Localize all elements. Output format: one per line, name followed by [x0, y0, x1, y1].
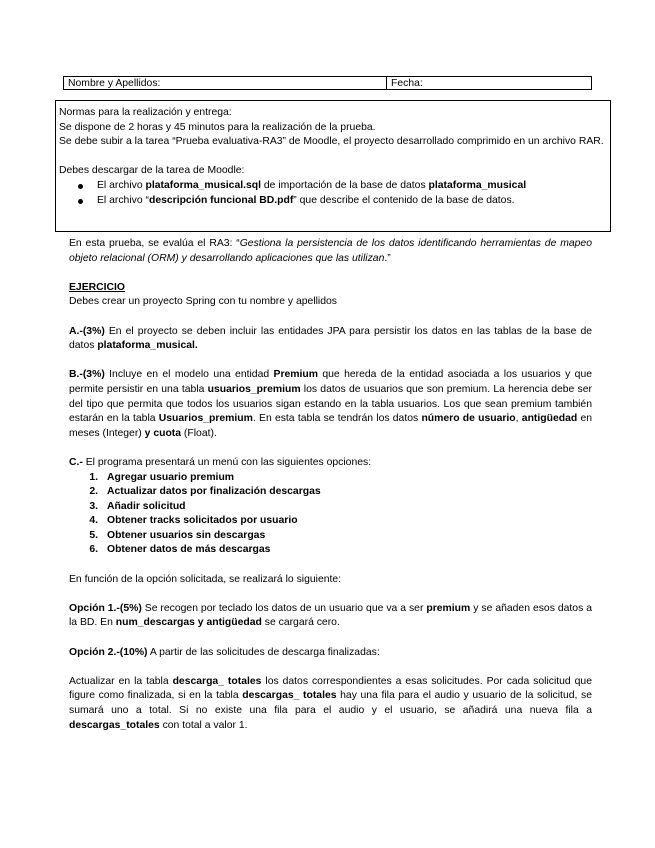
header-table [63, 76, 592, 90]
menu-option: 4. Obtener tracks solicitados por usuario [89, 515, 298, 527]
menu-option: 1. Agregar usuario premium [89, 471, 235, 483]
download-item-sql: El archivo plataforma_musical.sql de importación de la base de datos plataforma_musical [59, 179, 610, 194]
document-body [69, 237, 592, 733]
menu-option: 5. Obtener usuarios sin descargas [89, 529, 266, 541]
download-list [59, 179, 610, 208]
download-item-pdf: El archivo “descripción funcional BD.pdf” que describe el contenido de la base de datos. [59, 194, 610, 209]
section-c: C.- El programa presentará un menú con las siguientes opciones: [69, 456, 372, 468]
option-1: Opción 1.-(5%) Se recogen por teclado los datos de un usuario que va a ser premium y se añaden esos datos a la BD. En num_descargas y antigüedad se cargará cero. [69, 602, 592, 629]
option-2-paragraph: Actualizar en la tabla descarga_ totales los datos correspondientes a esas solicitudes. Por cada solicitud que figure como finalizada, si en la tabla descargas_ totales hay una fila para el audio y usuario de la solicitud, se sumará uno a total. Si no existe una fila para el audio y el usuario, se añadirá una nueva fila a descargas_totales con total a valor 1. [69, 675, 592, 731]
rules-title: Normas para la realización y entrega: [59, 107, 232, 118]
exercise-subtitle: Debes crear un proyecto Spring con tu nombre y apellidos [69, 296, 337, 308]
section-a: A.-(3%) En el proyecto se deben incluir las entidades JPA para persistir los datos en las tablas de la base de datos plataforma_musical. [69, 325, 592, 352]
rules-submit: Se debe subir a la tarea “Prueba evaluativa-RA3” de Moodle, el proyecto desarrollado comprimido en un archivo RAR. [59, 136, 604, 148]
rules-box [55, 100, 611, 232]
rules-download-intro: Debes descargar de la tarea de Moodle: [59, 165, 245, 177]
menu-option: 6. Obtener datos de más descargas [89, 544, 271, 556]
menu-option: 3. Añadir solicitud [89, 500, 186, 512]
menu-option: 2. Actualizar datos por finalización descargas [89, 486, 321, 498]
intro-paragraph: En esta prueba, se evalúa el RA3: “Gestiona la persistencia de los datos identificando herramientas de mapeo objeto relacional (ORM) y desarrollando aplicaciones que las utilizan.” [69, 238, 592, 264]
option-2-heading: Opción 2.-(10%) A partir de las solicitudes de descarga finalizadas: [69, 646, 380, 658]
name-field-label: Nombre y Apellidos: [64, 77, 387, 89]
section-b: B.-(3%) Incluye en el modelo una entidad Premium que hereda de la entidad asociada a los usuarios y que permite persistir en una tabla usuarios_premium los datos de usuarios que son premium. La herencia debe ser del tipo que permita que todos los usuarios sigan estando en la tabla usuarios. Los que sean premium también estarán en la tabla Usuarios_premium. En esta tabla se tendrán los datos número de usuario, antigüedad en meses (Integer) y cuota (Float). [69, 369, 593, 439]
function-intro: En función de la opción solicitada, se realizará lo siguiente: [69, 573, 342, 585]
exercise-heading: EJERCICIO [69, 281, 126, 293]
menu-options-list [69, 471, 592, 559]
date-field-label: Fecha: [391, 78, 423, 89]
rules-time: Se dispone de 2 horas y 45 minutos para la realización de la prueba. [59, 121, 376, 133]
